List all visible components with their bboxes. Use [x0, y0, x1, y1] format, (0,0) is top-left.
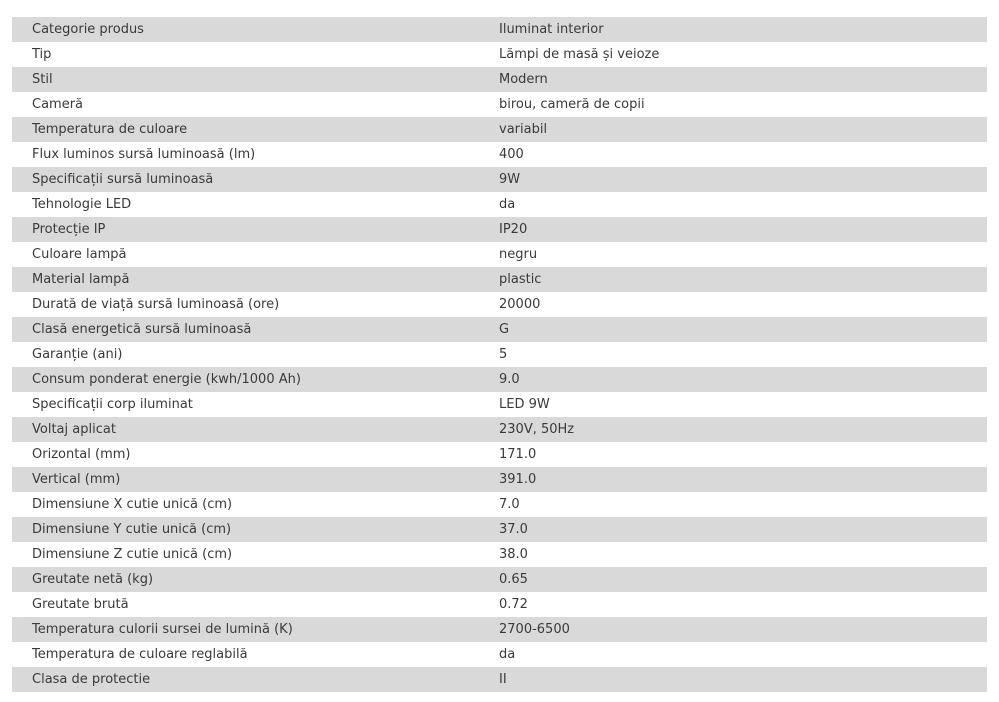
spec-row [12, 392, 987, 417]
spec-row [12, 42, 987, 67]
spec-label: Temperatura de culoare reglabilă [32, 647, 248, 662]
specifications-table [12, 17, 987, 692]
spec-label: Greutate brută [32, 597, 129, 612]
spec-row [12, 367, 987, 392]
spec-label: Consum ponderat energie (kwh/1000 Ah) [32, 372, 301, 387]
spec-label: Orizontal (mm) [32, 447, 131, 462]
spec-row [12, 592, 987, 617]
spec-row [12, 542, 987, 567]
spec-row [12, 492, 987, 517]
spec-value: 9W [499, 172, 521, 187]
spec-value: Iluminat interior [499, 22, 604, 37]
spec-value: LED 9W [499, 397, 550, 412]
spec-row [12, 267, 987, 292]
spec-row [12, 242, 987, 267]
spec-value: 2700-6500 [499, 622, 570, 637]
spec-row [12, 417, 987, 442]
spec-row [12, 667, 987, 692]
spec-row [12, 442, 987, 467]
spec-value: II [499, 672, 507, 687]
spec-value: birou, cameră de copii [499, 97, 645, 112]
spec-label: Cameră [32, 97, 84, 112]
spec-row [12, 117, 987, 142]
spec-row [12, 642, 987, 667]
spec-value: 0.65 [499, 572, 528, 587]
spec-value: 5 [499, 347, 508, 362]
spec-value: 38.0 [499, 547, 528, 562]
spec-value: 230V, 50Hz [499, 422, 575, 437]
spec-label: Tip [32, 47, 52, 62]
spec-value: variabil [499, 122, 548, 137]
spec-value: 171.0 [499, 447, 537, 462]
spec-label: Specificații sursă luminoasă [32, 172, 214, 187]
spec-value: Lămpi de masă și veioze [499, 47, 660, 62]
spec-row [12, 317, 987, 342]
spec-value: negru [499, 247, 538, 262]
spec-value: 7.0 [499, 497, 520, 512]
spec-row [12, 67, 987, 92]
spec-row [12, 92, 987, 117]
spec-label: Material lampă [32, 272, 130, 287]
spec-value: 37.0 [499, 522, 528, 537]
spec-row [12, 517, 987, 542]
spec-value: 20000 [499, 297, 541, 312]
spec-row [12, 17, 987, 42]
spec-row [12, 217, 987, 242]
spec-value: da [499, 197, 516, 212]
spec-value: plastic [499, 272, 542, 287]
spec-label: Vertical (mm) [32, 472, 121, 487]
spec-label: Dimensiune X cutie unică (cm) [32, 497, 233, 512]
spec-label: Clasă energetică sursă luminoasă [32, 322, 252, 337]
spec-value: 9.0 [499, 372, 520, 387]
spec-label: Tehnologie LED [32, 197, 132, 212]
spec-label: Dimensiune Y cutie unică (cm) [32, 522, 232, 537]
spec-label: Temperatura culorii sursei de lumină (K) [32, 622, 293, 637]
spec-label: Stil [32, 72, 53, 87]
spec-value: da [499, 647, 516, 662]
spec-row [12, 567, 987, 592]
spec-label: Flux luminos sursă luminoasă (lm) [32, 147, 256, 162]
spec-label: Culoare lampă [32, 247, 127, 262]
spec-row [12, 167, 987, 192]
spec-value: 400 [499, 147, 524, 162]
spec-row [12, 617, 987, 642]
spec-label: Durată de viață sursă luminoasă (ore) [32, 297, 280, 312]
spec-row [12, 192, 987, 217]
spec-label: Voltaj aplicat [32, 422, 116, 437]
spec-label: Protecție IP [32, 222, 106, 237]
spec-value: 391.0 [499, 472, 537, 487]
spec-value: Modern [499, 72, 548, 87]
spec-label: Categorie produs [32, 22, 144, 37]
spec-label: Clasa de protectie [32, 672, 151, 687]
spec-value: G [499, 322, 510, 337]
spec-label: Greutate netă (kg) [32, 572, 154, 587]
spec-value: IP20 [499, 222, 528, 237]
spec-label: Garanție (ani) [32, 347, 123, 362]
spec-label: Dimensiune Z cutie unică (cm) [32, 547, 233, 562]
spec-row [12, 292, 987, 317]
spec-value: 0.72 [499, 597, 528, 612]
spec-row [12, 142, 987, 167]
spec-label: Temperatura de culoare [32, 122, 188, 137]
spec-label: Specificații corp iluminat [32, 397, 193, 412]
spec-row [12, 342, 987, 367]
spec-row [12, 467, 987, 492]
